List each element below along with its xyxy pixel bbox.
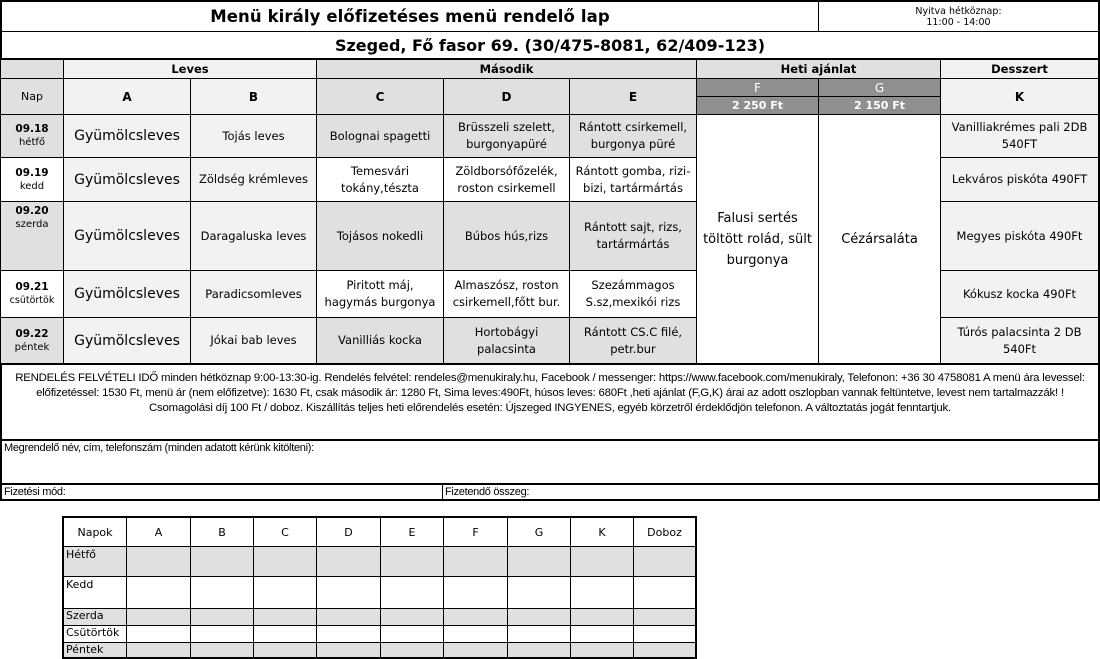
order-input-c[interactable] xyxy=(253,576,317,609)
group-header-weekly: Heti ajánlat xyxy=(696,59,941,79)
menu-cell-c: Bolognai spagetti xyxy=(316,114,444,158)
day-name: csütörtök xyxy=(9,295,55,306)
order-input-b[interactable] xyxy=(190,608,254,626)
orderer-details-field[interactable] xyxy=(0,440,1100,485)
group-header-dessert: Desszert xyxy=(940,59,1100,79)
order-grid-row-szerda xyxy=(126,608,697,626)
order-grid-day-label: Kedd xyxy=(62,576,127,609)
menu-cell-e: Rántott gomba, rizi-bizi, tartármártás xyxy=(569,157,697,202)
order-grid-header: B xyxy=(190,516,254,547)
menu-cell-d: Almaszósz, roston csirkemell,főtt bur. xyxy=(443,270,570,318)
menu-cell-a: Gyümölcsleves xyxy=(63,157,191,202)
menu-cell-a: Gyümölcsleves xyxy=(63,270,191,318)
order-input-e[interactable] xyxy=(380,642,444,659)
column-header-c: C xyxy=(316,78,444,115)
menu-cell-c: Piritott máj, hagymás burgonya xyxy=(316,270,444,318)
order-input-k[interactable] xyxy=(570,576,634,609)
order-input-doboz[interactable] xyxy=(633,608,697,626)
order-input-doboz[interactable] xyxy=(633,642,697,659)
column-header-b: B xyxy=(190,78,317,115)
order-input-g[interactable] xyxy=(507,576,571,609)
order-input-doboz[interactable] xyxy=(633,576,697,609)
menu-cell-b: Paradicsomleves xyxy=(190,270,317,318)
order-input-e[interactable] xyxy=(380,546,444,577)
order-input-c[interactable] xyxy=(253,546,317,577)
opening-hours xyxy=(818,0,1100,32)
weekly-offer-f: Falusi sertés töltött rolád, sült burgonya xyxy=(696,114,819,365)
order-input-a[interactable] xyxy=(126,625,191,643)
order-input-f[interactable] xyxy=(443,642,508,659)
order-input-b[interactable] xyxy=(190,625,254,643)
day-date: 09.18 xyxy=(15,123,49,135)
order-input-g[interactable] xyxy=(507,546,571,577)
menu-cell-b: Tojás leves xyxy=(190,114,317,158)
menu-cell-e: Szezámmagos S.sz,mexikói rizs xyxy=(569,270,697,318)
column-header-day: Nap xyxy=(0,78,64,115)
order-input-doboz[interactable] xyxy=(633,625,697,643)
day-name: szerda xyxy=(15,219,49,230)
menu-cell-d: Zöldborsófőzelék, roston csirkemell xyxy=(443,157,570,202)
menu-cell-c: Tojásos nokedli xyxy=(316,201,444,271)
menu-cell-b: Zöldség krémleves xyxy=(190,157,317,202)
group-header-blank xyxy=(0,59,64,79)
group-header-main: Második xyxy=(316,59,697,79)
day-cell xyxy=(0,270,64,318)
column-header-d: D xyxy=(443,78,570,115)
order-grid-day-label: Csütörtök xyxy=(62,625,127,643)
order-grid-row-kedd xyxy=(126,576,697,609)
order-grid-row-csutortok xyxy=(126,625,697,643)
address-line: Szeged, Fő fasor 69. (30/475-8081, 62/409-123) xyxy=(0,31,1100,60)
day-date: 09.19 xyxy=(15,166,49,179)
order-grid-header: F xyxy=(443,516,508,547)
order-input-g[interactable] xyxy=(507,642,571,659)
menu-cell-a: Gyümölcsleves xyxy=(63,317,191,365)
order-input-d[interactable] xyxy=(316,608,381,626)
day-cell xyxy=(0,157,64,202)
order-input-a[interactable] xyxy=(126,576,191,609)
day-date: 09.22 xyxy=(15,327,49,340)
menu-cell-k: Kókusz kocka 490Ft xyxy=(940,270,1100,318)
menu-cell-b: Daragaluska leves xyxy=(190,201,317,271)
menu-cell-d: Hortobágyi palacsinta xyxy=(443,317,570,365)
day-name: péntek xyxy=(14,341,50,353)
order-grid-header: Doboz xyxy=(633,516,697,547)
order-input-b[interactable] xyxy=(190,546,254,577)
menu-cell-e: Rántott csirkemell, burgonya püré xyxy=(569,114,697,158)
group-header-soup: Leves xyxy=(63,59,317,79)
order-input-f[interactable] xyxy=(443,625,508,643)
menu-cell-e: Rántott CS.C filé, petr.bur xyxy=(569,317,697,365)
order-grid-day-label: Péntek xyxy=(62,642,127,659)
order-input-a[interactable] xyxy=(126,546,191,577)
orderer-details-label: Megrendelő név, cím, telefonszám (minden adatott kérünk kitölteni): xyxy=(4,442,314,454)
day-name: kedd xyxy=(19,180,45,192)
order-input-k[interactable] xyxy=(570,625,634,643)
opening-hours-value: 11:00 - 14:00 xyxy=(926,16,991,28)
opening-hours-label: Nyitva hétköznap: xyxy=(915,5,1002,17)
order-grid-header: Napok xyxy=(62,516,127,547)
menu-cell-k: Vanilliakrémes pali 2DB 540FT xyxy=(940,114,1100,158)
menu-cell-a: Gyümölcsleves xyxy=(63,114,191,158)
payment-method-label: Fizetési mód: xyxy=(4,486,66,498)
order-input-k[interactable] xyxy=(570,608,634,626)
order-input-k[interactable] xyxy=(570,642,634,659)
order-input-d[interactable] xyxy=(316,625,381,643)
order-grid-header: G xyxy=(507,516,571,547)
order-grid-header: C xyxy=(253,516,317,547)
order-grid-header: E xyxy=(380,516,444,547)
order-input-e[interactable] xyxy=(380,625,444,643)
order-input-c[interactable] xyxy=(253,608,317,626)
day-cell xyxy=(0,114,64,158)
order-input-d[interactable] xyxy=(316,576,381,609)
order-grid-header: A xyxy=(126,516,191,547)
amount-due-label: Fizetendő összeg: xyxy=(445,486,530,498)
price-g: 2 150 Ft xyxy=(818,96,941,115)
order-input-c[interactable] xyxy=(253,642,317,659)
form-title: Menü király előfizetéses menü rendelő lap xyxy=(0,0,819,32)
order-input-f[interactable] xyxy=(443,546,508,577)
day-name: hétfő xyxy=(18,137,46,148)
order-input-a[interactable] xyxy=(126,608,191,626)
amount-due-field[interactable] xyxy=(442,484,1100,501)
menu-cell-k: Megyes piskóta 490Ft xyxy=(940,201,1100,271)
order-input-a[interactable] xyxy=(126,642,191,659)
price-f: 2 250 Ft xyxy=(696,96,819,115)
column-header-g: G xyxy=(818,78,941,97)
order-grid-day-label: Szerda xyxy=(62,608,127,626)
order-input-d[interactable] xyxy=(316,546,381,577)
menu-cell-b: Jókai bab leves xyxy=(190,317,317,365)
menu-cell-a: Gyümölcsleves xyxy=(63,201,191,271)
order-input-g[interactable] xyxy=(507,608,571,626)
order-input-e[interactable] xyxy=(380,608,444,626)
order-grid-row-hetfo xyxy=(126,546,697,577)
menu-cell-e: Rántott sajt, rizs, tartármártás xyxy=(569,201,697,271)
menu-cell-c: Vanilliás kocka xyxy=(316,317,444,365)
day-date: 09.21 xyxy=(15,281,49,293)
order-grid-header: K xyxy=(570,516,634,547)
order-input-b[interactable] xyxy=(190,642,254,659)
column-header-k: K xyxy=(940,78,1100,115)
order-input-f[interactable] xyxy=(443,608,508,626)
order-input-d[interactable] xyxy=(316,642,381,659)
order-grid-header: D xyxy=(316,516,381,547)
ordering-notes: RENDELÉS FELVÉTELI IDŐ minden hétköznap 9:00-13:30-ig. Rendelés felvétel: rendeles@menukiraly.hu, Facebook / messenger: https://www.facebook.com/menukiraly, Telefonon: +36 30 4758081 A menü ára levessel: előfizetéssel: 1530 Ft, menü ár (nem előfizetve): 1630 Ft, csak második ár: 1280 Ft, Sima leves:490Ft, húsos leves: 680Ft ,heti ajánlat (F,G,K) árai az adott oszlopban vannak feltüntetve, levest nem tartalmazzák! ! Csomagolási díj 100 Ft / doboz. Kiszállítás teljes heti előrendelés esetén: Újszeged INGYENES, egyéb körzetről érdeklődjön telefonon. A változtatás jogát fenntartjuk. xyxy=(0,364,1100,441)
day-cell xyxy=(0,317,64,365)
menu-cell-d: Brüsszeli szelett, burgonyapüré xyxy=(443,114,570,158)
column-header-e: E xyxy=(569,78,697,115)
order-input-f[interactable] xyxy=(443,576,508,609)
menu-cell-k: Lekváros piskóta 490FT xyxy=(940,157,1100,202)
column-header-f: F xyxy=(696,78,819,97)
order-input-g[interactable] xyxy=(507,625,571,643)
payment-method-field[interactable] xyxy=(0,484,443,501)
column-header-a: A xyxy=(63,78,191,115)
menu-cell-c: Temesvári tokány,tészta xyxy=(316,157,444,202)
weekly-offer-g: Cézársaláta xyxy=(818,114,941,365)
order-input-k[interactable] xyxy=(570,546,634,577)
order-input-e[interactable] xyxy=(380,576,444,609)
day-cell xyxy=(0,201,64,271)
order-input-doboz[interactable] xyxy=(633,546,697,577)
menu-cell-d: Búbos hús,rizs xyxy=(443,201,570,271)
order-grid-row-pentek xyxy=(126,642,697,659)
menu-cell-k: Túrós palacsinta 2 DB 540Ft xyxy=(940,317,1100,365)
order-input-c[interactable] xyxy=(253,625,317,643)
day-date: 09.20 xyxy=(15,205,49,217)
order-input-b[interactable] xyxy=(190,576,254,609)
order-grid-day-label: Hétfő xyxy=(62,546,127,577)
